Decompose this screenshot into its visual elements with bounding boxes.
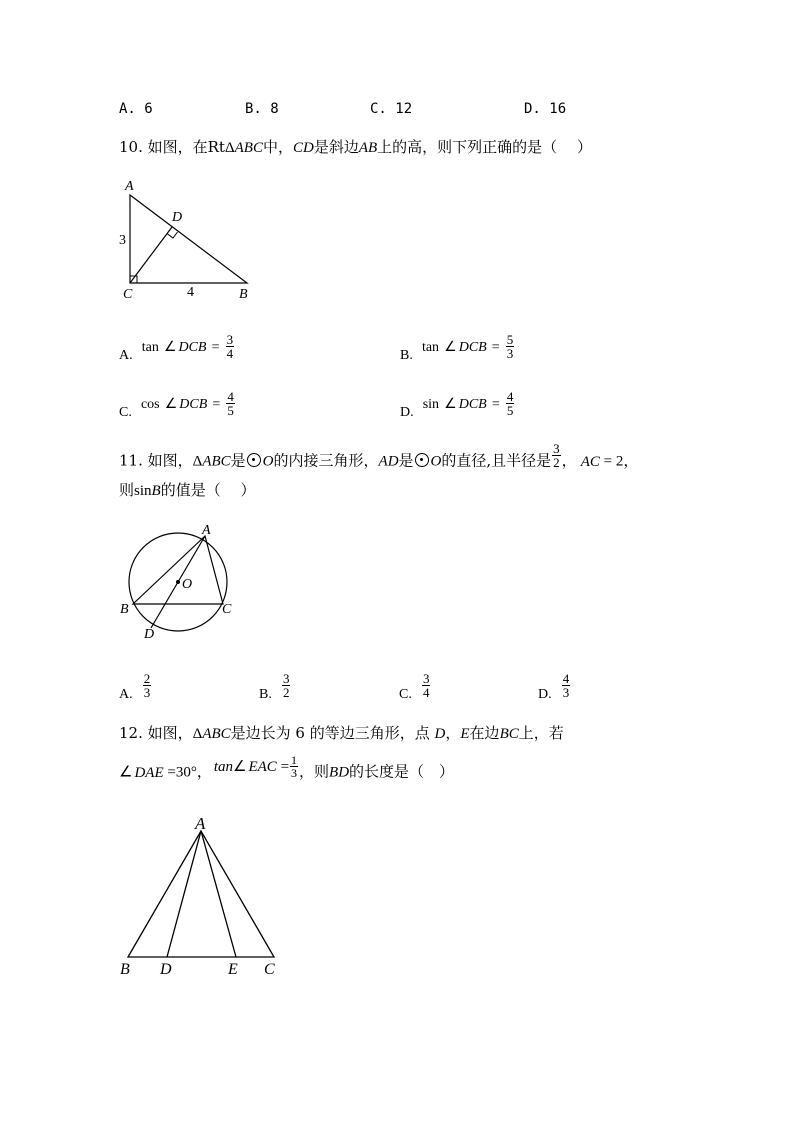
fraction: $\frac{4}{3}$ xyxy=(562,671,570,700)
question-number: 10. xyxy=(119,138,143,156)
q11-inscribed-triangle-figure xyxy=(110,520,250,645)
q10-label-c: C xyxy=(123,287,133,302)
q10-label-a: A xyxy=(125,179,134,194)
q9-option-b: B. 8 xyxy=(245,101,279,117)
q10-option-d: D. sin ∠ DCB = $\frac{4}{5}$ xyxy=(400,389,514,420)
fraction: $\frac{3}{2}$ xyxy=(553,441,560,470)
q9-option-d: D. 16 xyxy=(524,101,567,117)
q11-stem-line2: 则sinB的值是（ ） xyxy=(119,481,256,499)
q10-label-ac: 3 xyxy=(119,233,126,248)
q9-option-a: A. 6 xyxy=(119,101,153,117)
q11-option-d: D. $\frac{4}{3}$ xyxy=(538,671,570,702)
question-number: 11. xyxy=(119,451,143,470)
q11-option-a: A. $\frac{2}{3}$ xyxy=(119,671,151,702)
fraction: $\frac{3}{4}$ xyxy=(422,671,430,700)
q11-label-a: A xyxy=(202,523,211,538)
q10-label-b: B xyxy=(239,287,248,302)
circle-dot-icon xyxy=(415,453,429,467)
question-number: 12. xyxy=(119,724,143,742)
q10-option-a: A. tan ∠ DCB = $\frac{3}{4}$ xyxy=(119,332,234,363)
fraction: $\frac{1}{3}$ xyxy=(291,753,298,780)
q12-label-e: E xyxy=(228,961,238,978)
q11-label-b: B xyxy=(120,602,129,617)
q12-label-b: B xyxy=(120,961,130,978)
q12-label-d: D xyxy=(160,961,172,978)
q12-label-c: C xyxy=(264,961,275,978)
q11-stem-line1: 11. 如图，ΔABC是 O的内接三角形，AD是 O的直径,且半径是 $\frac{3}{2}$ ， AC = 2， xyxy=(119,441,639,470)
q11-option-c: C. $\frac{3}{4}$ xyxy=(399,671,430,702)
q11-label-d: D xyxy=(144,627,155,642)
fraction: $\frac{2}{3}$ xyxy=(143,671,151,700)
q10-right-triangle-figure xyxy=(110,175,260,305)
q12-label-a: A xyxy=(195,814,206,833)
q12-equilateral-triangle-figure xyxy=(110,810,290,985)
q10-stem: 10. 如图，在RtΔABC中，CD是斜边AB上的高，则下列正确的是（ ） xyxy=(119,138,592,156)
q11-label-c: C xyxy=(222,602,232,617)
fraction: $\frac{4}{5}$ xyxy=(506,389,514,418)
q9-option-c: C. 12 xyxy=(370,101,413,117)
q12-stem-line2: ∠ DAE =30°， tan∠ EAC = $\frac{1}{3}$ ，则BD的长度是（ ） xyxy=(119,753,455,781)
q10-option-b: B. tan ∠ DCB = $\frac{5}{3}$ xyxy=(400,332,514,363)
circle-dot-icon xyxy=(247,453,261,467)
fraction: $\frac{4}{5}$ xyxy=(227,389,234,418)
q12-stem-line1: 12. 如图，ΔABC是边长为 6 的等边三角形，点 D，E在边BC上，若 xyxy=(119,724,564,742)
q10-label-d: D xyxy=(172,210,183,225)
fraction: $\frac{5}{3}$ xyxy=(506,332,514,361)
fraction: $\frac{3}{4}$ xyxy=(226,332,234,361)
q11-label-o: O xyxy=(182,577,193,592)
q11-option-b: B. $\frac{3}{2}$ xyxy=(259,671,290,702)
q10-option-c: C. cos ∠ DCB = $\frac{4}{5}$ xyxy=(119,389,234,420)
q10-label-cb: 4 xyxy=(187,285,194,300)
fraction: $\frac{3}{2}$ xyxy=(282,671,290,700)
